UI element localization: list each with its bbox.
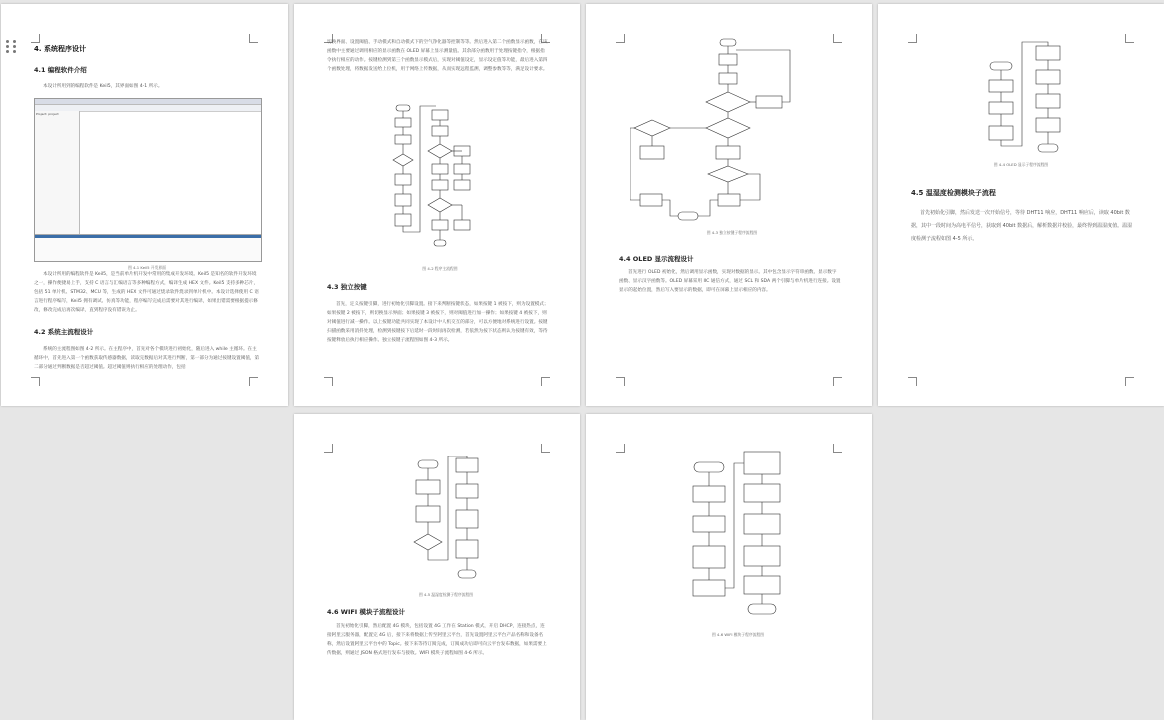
- flow-box: [718, 194, 740, 206]
- section-heading: 4.2 系统主流程设计: [34, 328, 94, 336]
- paragraph: 本设计所用的编程软件是 Keil5，是当前单片机开发中常用的集成开发环境。Keil5 是知名的软件开发环境之一，操作便捷易上手，支持 C 语言与汇编语言等多种编程方式，编译生成 HEX 文件。Keil5 支持多种芯片，包括 51 单片机、STM32、MCU 等，生成的 HEX 文件可通过烧录软件烧录到单片机中。本设计选择使用 C 语言进行程序编写，Keil5 拥有调试、仿真等功能，程序编写完成后需要对其进行编译，如果出错需要根据提示修改，修改完成后再次编译，直到程序没有错误为止。: [34, 272, 259, 313]
- flow-box: [716, 146, 740, 159]
- flow-box: [744, 576, 780, 594]
- keil5-screenshot: [34, 98, 262, 262]
- flow-decision: [708, 166, 748, 182]
- flow-box: [395, 135, 411, 144]
- flow-box: [456, 484, 478, 498]
- project-tree: Project: project: [35, 111, 80, 235]
- flow-box: [432, 126, 448, 136]
- flow-decision: [706, 92, 750, 112]
- paragraph: 切换界面、设置阈值、手动模式和自动模式下的空气净化器等控制等等。然后进入第二个函数显示函数，在该函数中主要通过调用相应的显示函数在 OLED 屏幕上显示测量值。其余部分函数用于处理按键指令，根据指令执行相应的动作。按键检测到第三个函数显示模式后，实现对阈值设定，显示设定值等功能，最后进入第四个函数处理，将数据发送给上位机，用于网络上传数据，从而实现远程监测，调整参数等等，满足设计要求。: [327, 40, 548, 72]
- flow-box: [432, 220, 448, 230]
- wifi-flowchart: [690, 450, 788, 620]
- flow-start: [418, 460, 438, 468]
- figure-caption: 图 4-2 程序主流程图: [422, 266, 458, 271]
- flow-box: [1036, 94, 1060, 108]
- flow-end: [434, 240, 446, 246]
- flow-box: [416, 480, 440, 494]
- flow-box: [693, 516, 725, 532]
- crop-mark: [908, 34, 917, 43]
- flow-decision: [428, 198, 452, 212]
- crop-mark: [324, 377, 333, 386]
- flow-box: [432, 164, 448, 174]
- flow-box: [744, 514, 780, 534]
- crop-mark: [833, 444, 842, 453]
- flow-box: [744, 452, 780, 474]
- figure-caption: 图 4-6 WIFI 模块子程序流程图: [711, 632, 765, 637]
- figure-caption: 图 4-1 Keil5 开发界面: [128, 265, 166, 270]
- button-flowchart: [630, 36, 820, 224]
- main-flowchart: [390, 102, 490, 252]
- flow-box: [432, 180, 448, 190]
- flow-box: [416, 506, 440, 522]
- flow-decision: [634, 120, 670, 136]
- document-page-3: [586, 4, 872, 406]
- drag-handle-icon[interactable]: [6, 40, 20, 54]
- crop-mark: [249, 34, 258, 43]
- document-page-2: [294, 4, 580, 406]
- flow-end: [678, 212, 698, 220]
- crop-mark: [833, 377, 842, 386]
- crop-mark: [541, 377, 550, 386]
- document-page-1: [1, 4, 288, 406]
- flow-start: [694, 462, 724, 472]
- flow-end: [458, 570, 476, 578]
- section-heading: 4.1 编程软件介绍: [34, 66, 87, 74]
- figure-caption: 图 4-3 独立按键子程序流程图: [706, 230, 758, 235]
- figure-caption: 图 4-4 OLED 显示子程序流程图: [993, 162, 1049, 167]
- flow-box: [456, 540, 478, 558]
- crop-mark: [541, 444, 550, 453]
- flow-box: [456, 458, 478, 472]
- figure-caption: 图 4-5 温湿度检测子程序流程图: [418, 592, 474, 597]
- flow-box: [719, 73, 737, 84]
- flow-box: [744, 546, 780, 566]
- chapter-heading: 4. 系统程序设计: [34, 45, 86, 53]
- flow-box: [640, 194, 662, 206]
- crop-mark: [616, 444, 625, 453]
- paragraph: 本设计所用到的编程软件是 Keil5，其界面如图 4-1 所示。: [43, 84, 163, 89]
- flow-box: [432, 110, 448, 120]
- flow-decision: [393, 154, 413, 166]
- crop-mark: [1125, 377, 1134, 386]
- flow-box: [756, 96, 782, 108]
- flow-end: [748, 604, 776, 614]
- flow-start: [396, 105, 410, 111]
- crop-mark: [1125, 34, 1134, 43]
- paragraph: 首先进行 OLED 初始化，然后调用显示函数，实现对数据的显示。其中包含显示字符串函数、显示数字函数、显示汉字函数等。OLED 屏幕采用 IIC 通信方式，通过 SCL 和 SDA 两个引脚与单片机进行连接。设置显示的起始位置，然后写入要显示的数据，即可在屏幕上显示相应的内容。: [619, 270, 841, 293]
- flow-box: [395, 174, 411, 185]
- flow-decision: [428, 144, 452, 158]
- paragraph: 首先，定义按键引脚，进行初始化引脚设置。接下来判断按键状态，如果按键 1 被按下，则为设置模式；如果按键 2 被按下，则切换显示界面；如果按键 3 被按下，则对阈值进行加一操作；如果按键 4 被按下，则对阈值进行减一操作。以上按键功能共同实现了本设计中人机交互的部分，可以方便地对系统进行设置。按键扫描函数采用消抖处理，检测到按键按下后延时一段时间再次检测，若依然为按下状态则认为按键有效，等待按键释放后执行相应操作。独立按键子流程图如图 4-3 所示。: [327, 302, 549, 343]
- flow-box: [693, 486, 725, 502]
- crop-mark: [31, 377, 40, 386]
- flow-box: [1036, 118, 1060, 132]
- flow-box: [989, 80, 1013, 92]
- flow-box: [989, 126, 1013, 140]
- flow-box: [395, 118, 411, 127]
- crop-mark: [31, 34, 40, 43]
- section-heading: 4.3 独立按键: [327, 283, 367, 291]
- crop-mark: [616, 34, 625, 43]
- paragraph: 系统的主流程图如图 4-2 所示。在主程序中，首先对各个模块进行初始化，随后进入 while 主循环。在主循环中，首先进入第一个函数获取传感器数据，读取完数据后对其进行判断，第一部分为通过按键设置阈值，第二部分通过判断数据是否超过阈值。超过阈值则执行相应的处理动作，包括: [34, 347, 260, 370]
- flow-decision: [414, 534, 442, 550]
- flow-box: [719, 54, 737, 65]
- flow-box: [454, 220, 470, 230]
- crop-mark: [833, 34, 842, 43]
- crop-mark: [616, 377, 625, 386]
- section-heading: 4.6 WIFI 模块子流程设计: [327, 608, 405, 616]
- flow-box: [640, 146, 664, 159]
- crop-mark: [249, 377, 258, 386]
- crop-mark: [324, 444, 333, 453]
- flow-box: [693, 580, 725, 596]
- flow-start: [990, 62, 1012, 70]
- paragraph: 首先初始化引脚，然后配置 4G 模块，包括设置 4G 工作在 Station 模式，开启 DHCP，连接热点，连接阿里云服务器，配置完 4G 后，接下来将数据上传至阿里云平台，首先设置阿里云平台产品名称和设备名称，然后设置阿里云平台中的 Topic。接下来等待订阅完成，订阅成功后即可向云平台发布数据，如果需要上传数据，则通过 JSON 格式进行发布与接收。WIFI 模块子流程如图 4-6 所示。: [327, 624, 547, 656]
- flow-end: [1038, 144, 1058, 152]
- section-heading: 4.5 温湿度检测模块子流程: [911, 189, 996, 197]
- flow-decision: [706, 118, 750, 138]
- document-page-4: [878, 4, 1164, 406]
- flow-box: [454, 164, 470, 174]
- flow-box: [1036, 46, 1060, 60]
- flow-box: [395, 194, 411, 206]
- flow-box: [454, 180, 470, 190]
- flow-box: [1036, 70, 1060, 84]
- paragraph: 首先初始化引脚，然后发送一次开始信号，等待 DHT11 响应，DHT11 响应后，读取 40bit 数据，其中一段时间为高电平信号，获取到 40bit 数据后，解析数据并校验，最终得到温湿度值。温湿度检测子流程如图 4-5 所示。: [911, 210, 1133, 242]
- crop-mark: [908, 377, 917, 386]
- flow-box: [989, 102, 1013, 114]
- flow-box: [456, 510, 478, 528]
- section-heading: 4.4 OLED 显示流程设计: [619, 255, 694, 263]
- document-page-6: [586, 414, 872, 720]
- dht11-flowchart: [412, 456, 486, 588]
- flow-box: [744, 484, 780, 502]
- flow-start: [720, 39, 736, 46]
- build-output: [35, 234, 261, 261]
- flow-box: [693, 546, 725, 568]
- document-page-5: [294, 414, 580, 720]
- oled-flowchart: [986, 40, 1076, 158]
- flow-box: [395, 214, 411, 226]
